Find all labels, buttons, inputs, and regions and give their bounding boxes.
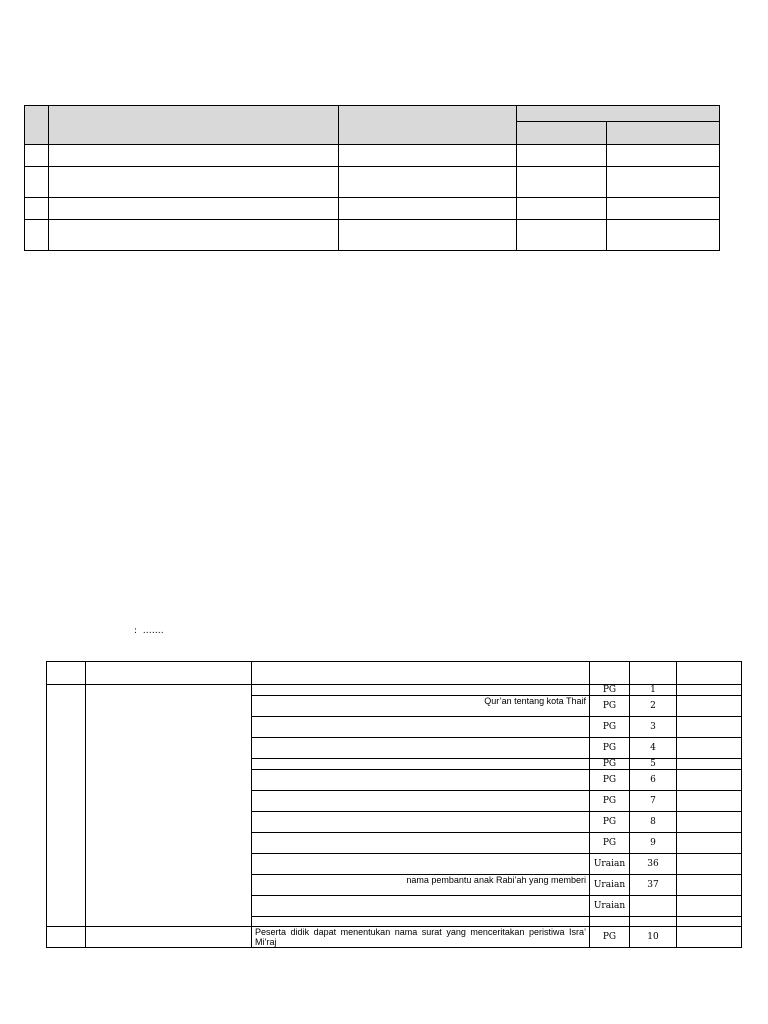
type-cell: PG bbox=[590, 770, 630, 791]
indicator-cell bbox=[252, 770, 590, 791]
number-cell bbox=[630, 896, 677, 917]
merged-topic-cell bbox=[86, 685, 252, 927]
extra-cell bbox=[677, 917, 742, 927]
question-grid-table bbox=[46, 661, 742, 948]
header-cell-sub2 bbox=[607, 122, 720, 145]
table-row bbox=[25, 145, 720, 167]
indicator-cell bbox=[252, 685, 590, 696]
number-cell: 9 bbox=[630, 833, 677, 854]
extra-cell bbox=[677, 717, 742, 738]
extra-cell bbox=[677, 759, 742, 770]
indicator-cell bbox=[252, 833, 590, 854]
table-row bbox=[47, 685, 742, 696]
type-cell: PG bbox=[590, 759, 630, 770]
extra-cell bbox=[677, 875, 742, 896]
dots-text: ……. bbox=[142, 626, 164, 636]
type-cell: Uraian bbox=[590, 854, 630, 875]
type-cell: PG bbox=[590, 791, 630, 812]
type-cell: Uraian bbox=[590, 896, 630, 917]
header-cell-a bbox=[49, 106, 339, 145]
type-cell: Uraian bbox=[590, 875, 630, 896]
indicator-cell bbox=[252, 759, 590, 770]
extra-cell bbox=[677, 770, 742, 791]
extra-cell bbox=[677, 696, 742, 717]
extra-cell bbox=[677, 791, 742, 812]
indicator-cell bbox=[252, 854, 590, 875]
type-cell: PG bbox=[590, 927, 630, 948]
number-cell: 10 bbox=[630, 927, 677, 948]
type-cell: PG bbox=[590, 685, 630, 696]
number-cell: 6 bbox=[630, 770, 677, 791]
table-row bbox=[25, 167, 720, 198]
indicator-cell bbox=[252, 917, 590, 927]
number-cell: 5 bbox=[630, 759, 677, 770]
table-row bbox=[25, 198, 720, 220]
indicator-cell: Peserta didik dapat menentukan nama surat yang menceritakan peristiwa Isra’ Mi’raj bbox=[252, 927, 590, 948]
indicator-cell bbox=[252, 717, 590, 738]
indicator-cell: nama pembantu anak Rabi’ah yang memberi bbox=[252, 875, 590, 896]
header-row bbox=[47, 662, 742, 685]
header-cell-group bbox=[517, 106, 720, 122]
colon-text: : bbox=[134, 626, 138, 636]
indicator-cell bbox=[252, 791, 590, 812]
topic-cell bbox=[86, 927, 252, 948]
indicator-cell bbox=[252, 896, 590, 917]
type-cell: PG bbox=[590, 696, 630, 717]
table-row bbox=[47, 927, 742, 948]
header-cell-sub1 bbox=[517, 122, 607, 145]
number-cell: 1 bbox=[630, 685, 677, 696]
number-cell: 2 bbox=[630, 696, 677, 717]
extra-cell bbox=[677, 854, 742, 875]
extra-cell bbox=[677, 833, 742, 854]
extra-cell bbox=[677, 738, 742, 759]
header-cell-no bbox=[25, 106, 49, 145]
extra-cell bbox=[677, 896, 742, 917]
number-cell: 7 bbox=[630, 791, 677, 812]
no-cell bbox=[47, 927, 86, 948]
number-cell: 37 bbox=[630, 875, 677, 896]
indicator-cell bbox=[252, 738, 590, 759]
type-cell: PG bbox=[590, 738, 630, 759]
type-cell: PG bbox=[590, 833, 630, 854]
summary-table bbox=[24, 105, 720, 251]
field-line bbox=[134, 626, 164, 636]
indicator-cell bbox=[252, 812, 590, 833]
indicator-cell: Qur’an tentang kota Thaif bbox=[252, 696, 590, 717]
extra-cell bbox=[677, 812, 742, 833]
number-cell: 8 bbox=[630, 812, 677, 833]
number-cell bbox=[630, 917, 677, 927]
type-cell: PG bbox=[590, 812, 630, 833]
number-cell: 36 bbox=[630, 854, 677, 875]
type-cell: PG bbox=[590, 717, 630, 738]
merged-no-cell bbox=[47, 685, 86, 927]
type-cell bbox=[590, 917, 630, 927]
number-cell: 3 bbox=[630, 717, 677, 738]
extra-cell bbox=[677, 685, 742, 696]
table-row bbox=[25, 220, 720, 251]
number-cell: 4 bbox=[630, 738, 677, 759]
extra-cell bbox=[677, 927, 742, 948]
header-cell-b bbox=[339, 106, 517, 145]
